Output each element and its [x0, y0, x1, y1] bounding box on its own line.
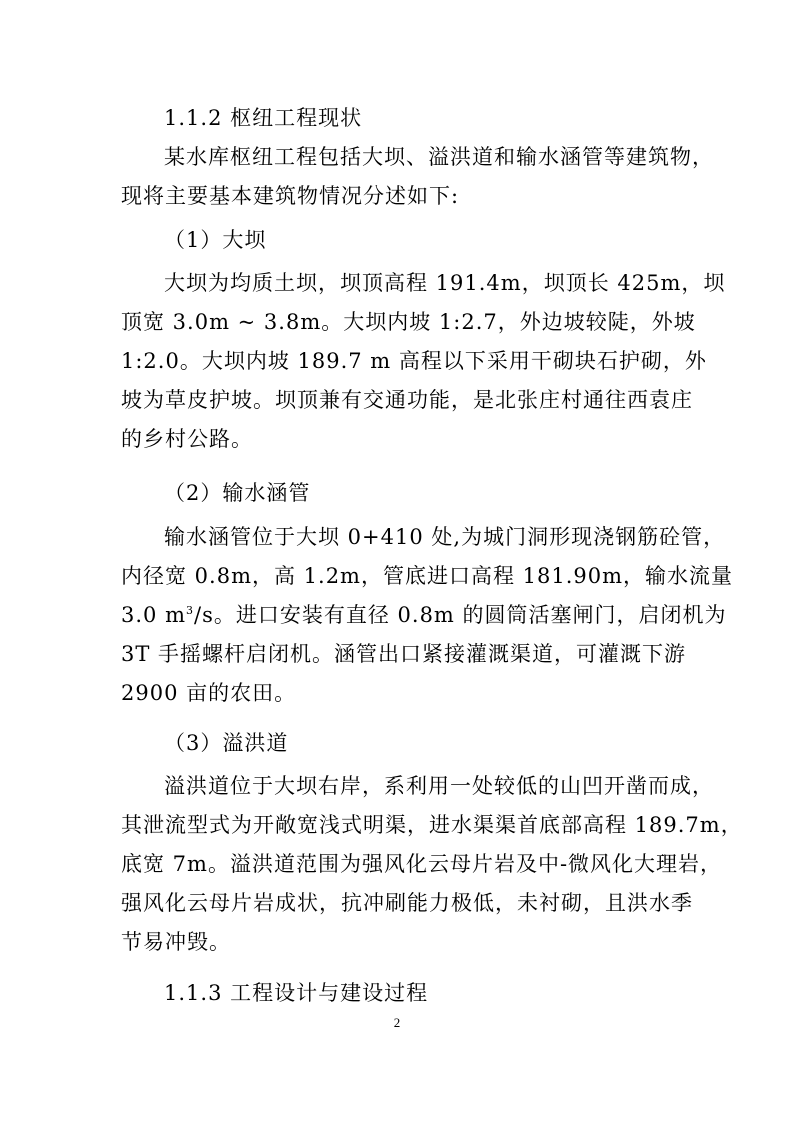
flow-prefix: 3.0 m	[121, 603, 186, 627]
text-line: 3T 手摇螺杆启闭机。涵管出口紧接灌溉渠道，可灌溉下游	[121, 642, 687, 666]
section-heading-1-1-2	[121, 99, 681, 138]
text-line: 溢洪道位于大坝右岸，系利用一处较低的山凹开凿而成，	[164, 774, 714, 798]
spillway-paragraph	[121, 767, 743, 962]
text-line: 输水涵管位于大坝 0+410 处,为城门洞形现浇钢筋砼管，	[164, 525, 726, 549]
culvert-paragraph	[121, 518, 734, 713]
text-line: 某水库枢纽工程包括大坝、溢洪道和输水涵管等建筑物，	[164, 145, 714, 169]
page-number: 2	[393, 1015, 401, 1030]
flow-suffix: /s。进口安装有直径 0.8m 的圆筒活塞闸门，启闭机为	[194, 603, 727, 627]
text-line	[121, 596, 727, 635]
culvert-heading	[121, 474, 681, 513]
text-line: 的乡村公路。	[121, 427, 253, 451]
text-line: 内径宽 0.8m，高 1.2m，管底进口高程 181.90m，输水流量	[121, 564, 734, 588]
text-line: 大坝为均质土坝，坝顶高程 191.4m，坝顶长 425m，坝	[164, 271, 726, 295]
text-line: 2900 亩的农田。	[121, 681, 297, 705]
text-line: 节易冲毁。	[121, 930, 231, 954]
flow-exponent: 3	[186, 604, 194, 617]
heading-text: 1.1.2 枢纽工程现状	[164, 106, 363, 130]
text-line: 强风化云母片岩成状，抗冲刷能力极低，未衬砌，且洪水季	[121, 891, 693, 915]
text-line: 顶宽 3.0m ~ 3.8m。大坝内坡 1:2.7，外边坡较陡，外坡	[121, 310, 696, 334]
dam-paragraph	[121, 264, 726, 459]
section-heading-1-1-3	[121, 974, 681, 1013]
heading-text: （2）输水涵管	[164, 481, 311, 505]
heading-text: （3）溢洪道	[164, 731, 289, 755]
text-line: 1:2.0。大坝内坡 189.7 m 高程以下采用干砌块石护砌，外	[121, 349, 707, 373]
intro-paragraph	[121, 138, 714, 216]
heading-text: （1）大坝	[164, 228, 267, 252]
text-line: 其泄流型式为开敞宽浅式明渠，进水渠渠首底部高程 189.7m，	[121, 813, 743, 837]
dam-heading	[121, 221, 681, 260]
text-line: 底宽 7m。溢洪道范围为强风化云母片岩及中-微风化大理岩，	[121, 852, 723, 876]
text-line: 现将主要基本建筑物情况分述如下:	[121, 184, 460, 208]
spillway-heading	[121, 724, 681, 763]
text-line: 坡为草皮护坡。坝顶兼有交通功能，是北张庄村通往西袁庄	[121, 388, 693, 412]
heading-text: 1.1.3 工程设计与建设过程	[164, 981, 429, 1005]
